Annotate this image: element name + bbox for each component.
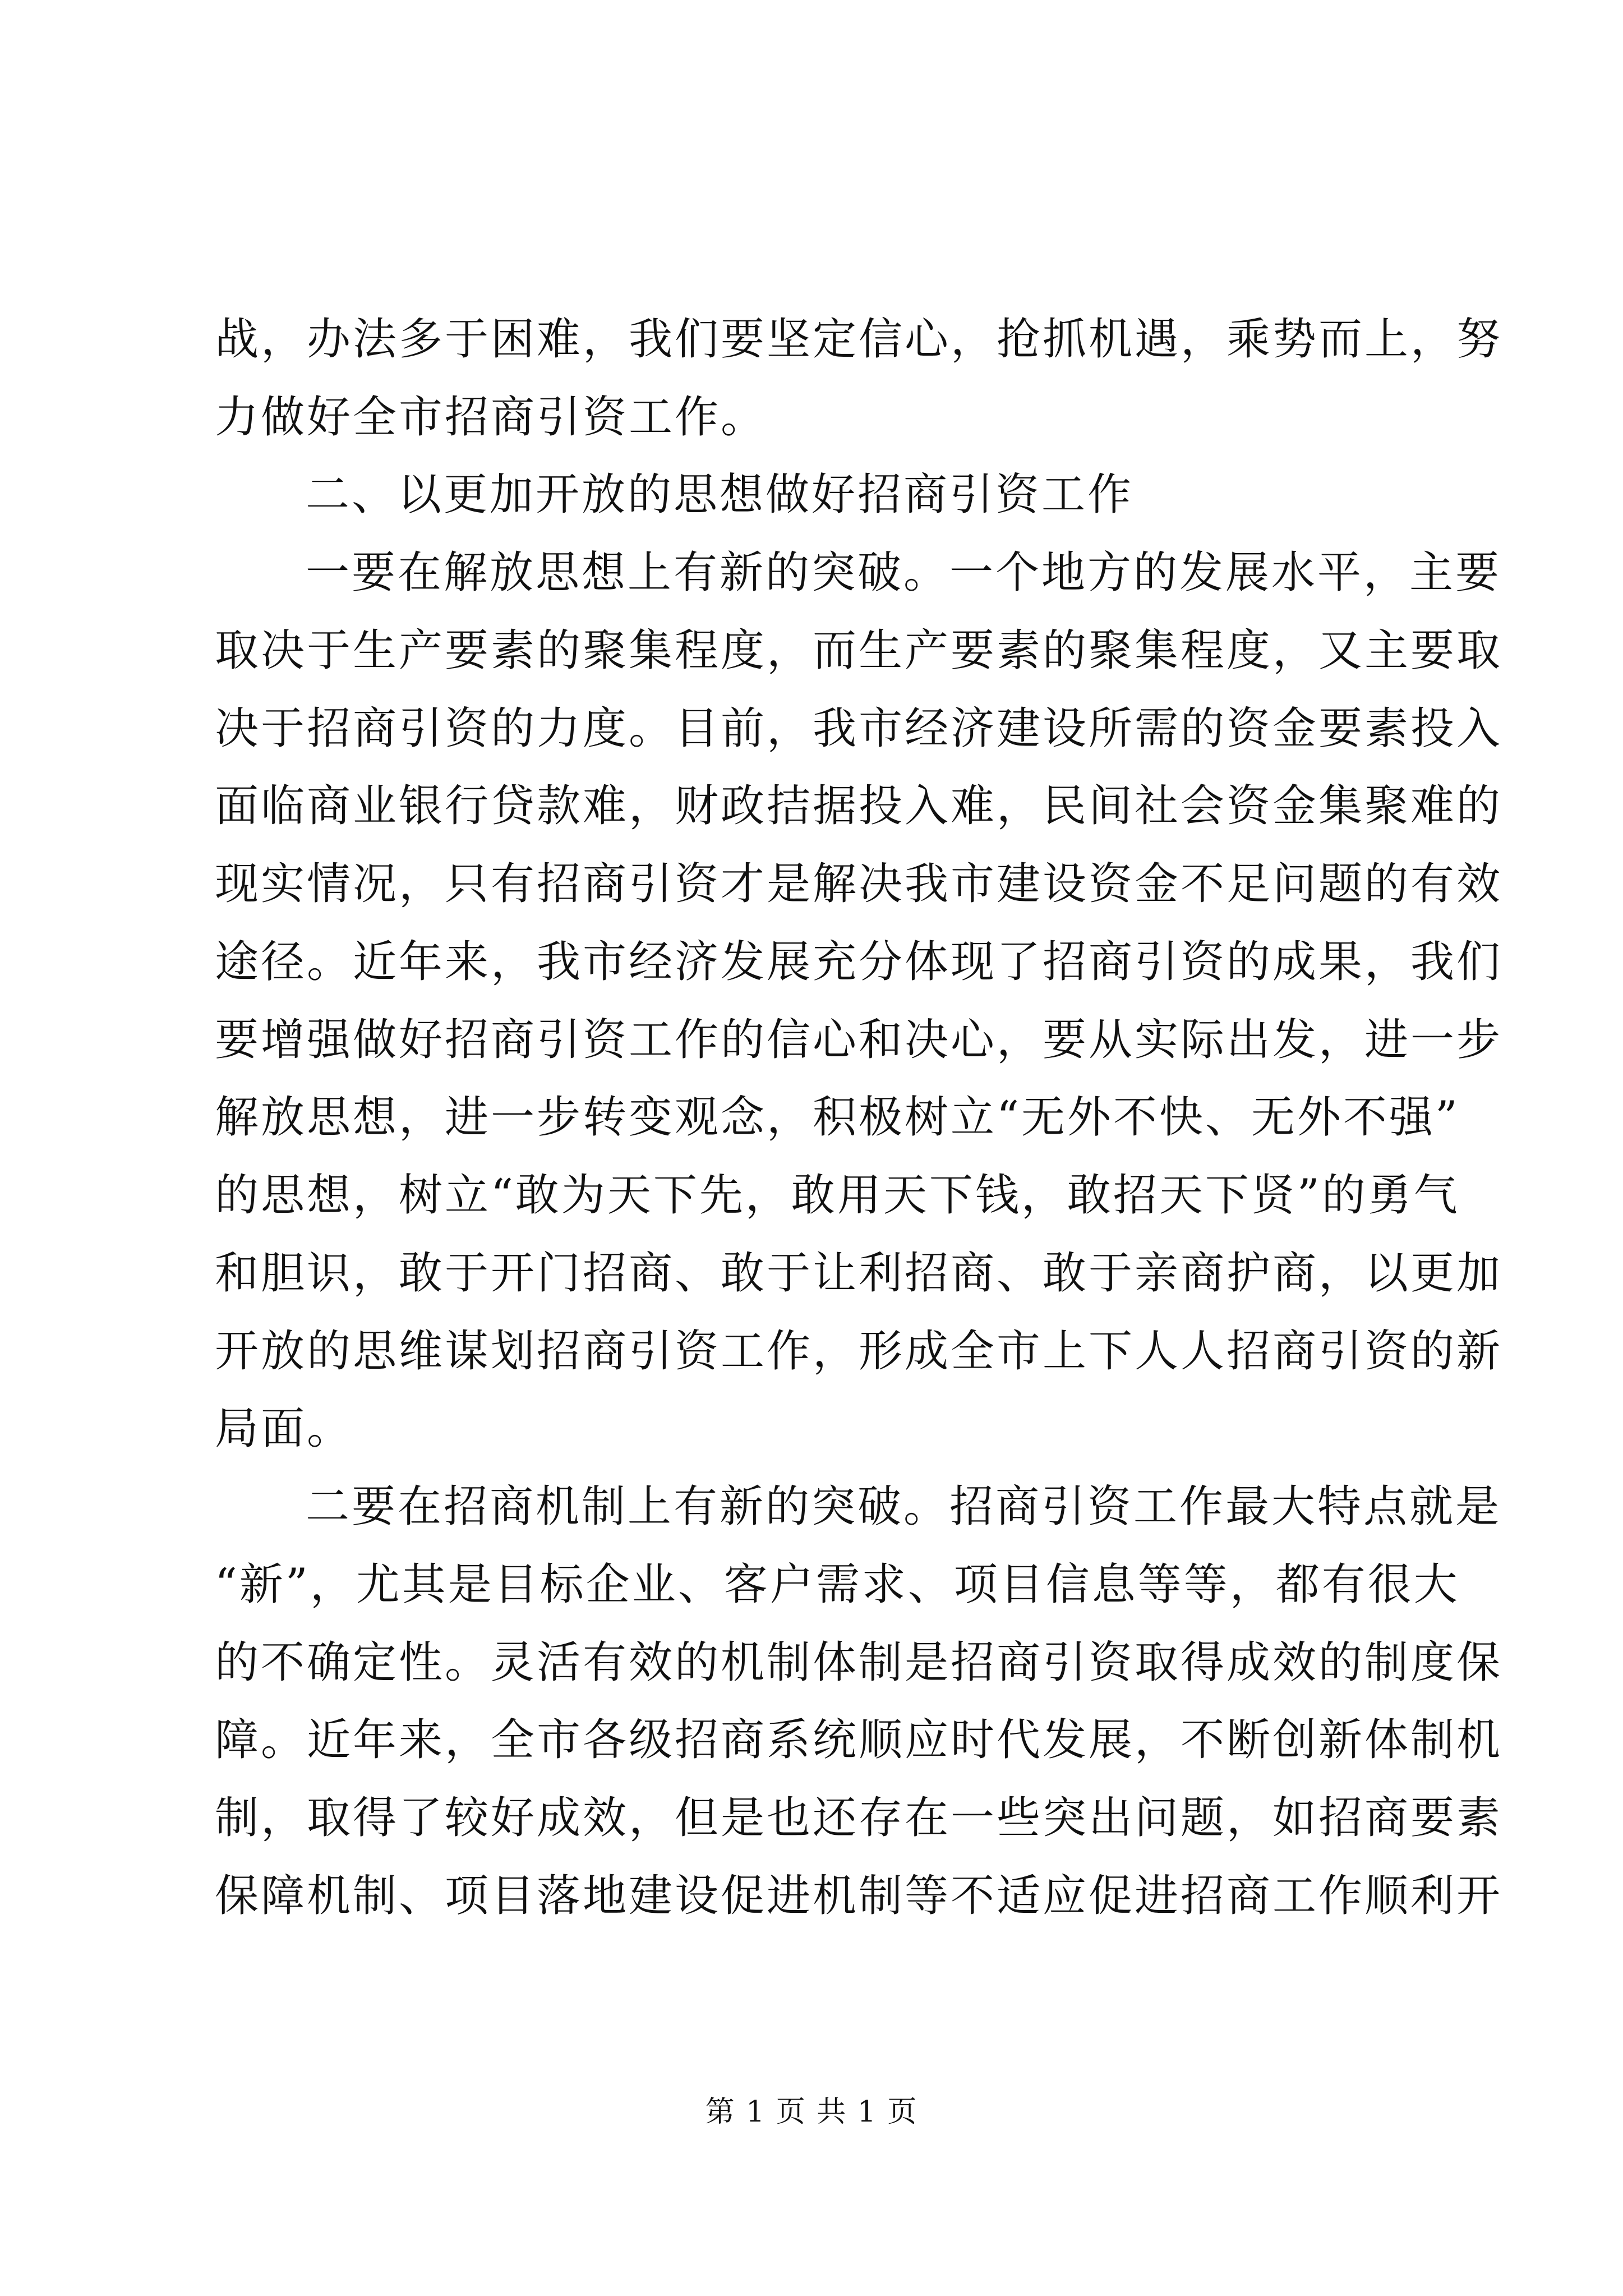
text-line: 障。近年来，全市各级招商系统顺应时代发展，不断创新体制机 (215, 1715, 1503, 1765)
text-line: 保障机制、项目落地建设促进机制等不适应促进招商工作顺利开 (215, 1871, 1503, 1921)
text-line: 的思想，树立“敢为天下先，敢用天下钱，敢招天下贤”的勇气 (215, 1170, 1460, 1221)
text-line: 面临商业银行贷款难，财政拮据投入难，民间社会资金集聚难的 (215, 781, 1503, 831)
text-line: 取决于生产要素的聚集程度，而生产要素的聚集程度，又主要取 (215, 625, 1503, 676)
text-line: 一要在解放思想上有新的突破。一个地方的发展水平，主要 (306, 547, 1502, 598)
text-line: “新”，尤其是目标企业、客户需求、项目信息等等，都有很大 (215, 1559, 1460, 1610)
text-line: 要增强做好招商引资工作的信心和决心，要从实际出发，进一步 (215, 1015, 1503, 1065)
text-line: 解放思想，进一步转变观念，积极树立“无外不快、无外不强” (215, 1092, 1460, 1143)
text-line: 战，办法多于困难，我们要坚定信心，抢抓机遇，乘势而上，努 (215, 314, 1503, 365)
text-line: 局面。 (215, 1404, 353, 1454)
text-line: 决于招商引资的力度。目前，我市经济建设所需的资金要素投入 (215, 703, 1503, 754)
text-line: 现实情况，只有招商引资才是解决我市建设资金不足问题的有效 (215, 859, 1503, 909)
text-line: 的不确定性。灵活有效的机制体制是招商引资取得成效的制度保 (215, 1637, 1503, 1688)
text-line: 力做好全市招商引资工作。 (215, 392, 767, 443)
text-line: 二要在招商机制上有新的突破。招商引资工作最大特点就是 (306, 1481, 1502, 1532)
text-line: 途径。近年来，我市经济发展充分体现了招商引资的成果，我们 (215, 937, 1503, 987)
text-line: 开放的思维谋划招商引资工作，形成全市上下人人招商引资的新 (215, 1326, 1503, 1377)
text-line: 制，取得了较好成效，但是也还存在一些突出问题，如招商要素 (215, 1793, 1503, 1843)
text-line: 和胆识，敢于开门招商、敢于让利招商、敢于亲商护商，以更加 (215, 1248, 1503, 1299)
page-number-footer: 第 1 页 共 1 页 (705, 2095, 918, 2129)
section-heading: 二、以更加开放的思想做好招商引资工作 (306, 470, 1134, 520)
